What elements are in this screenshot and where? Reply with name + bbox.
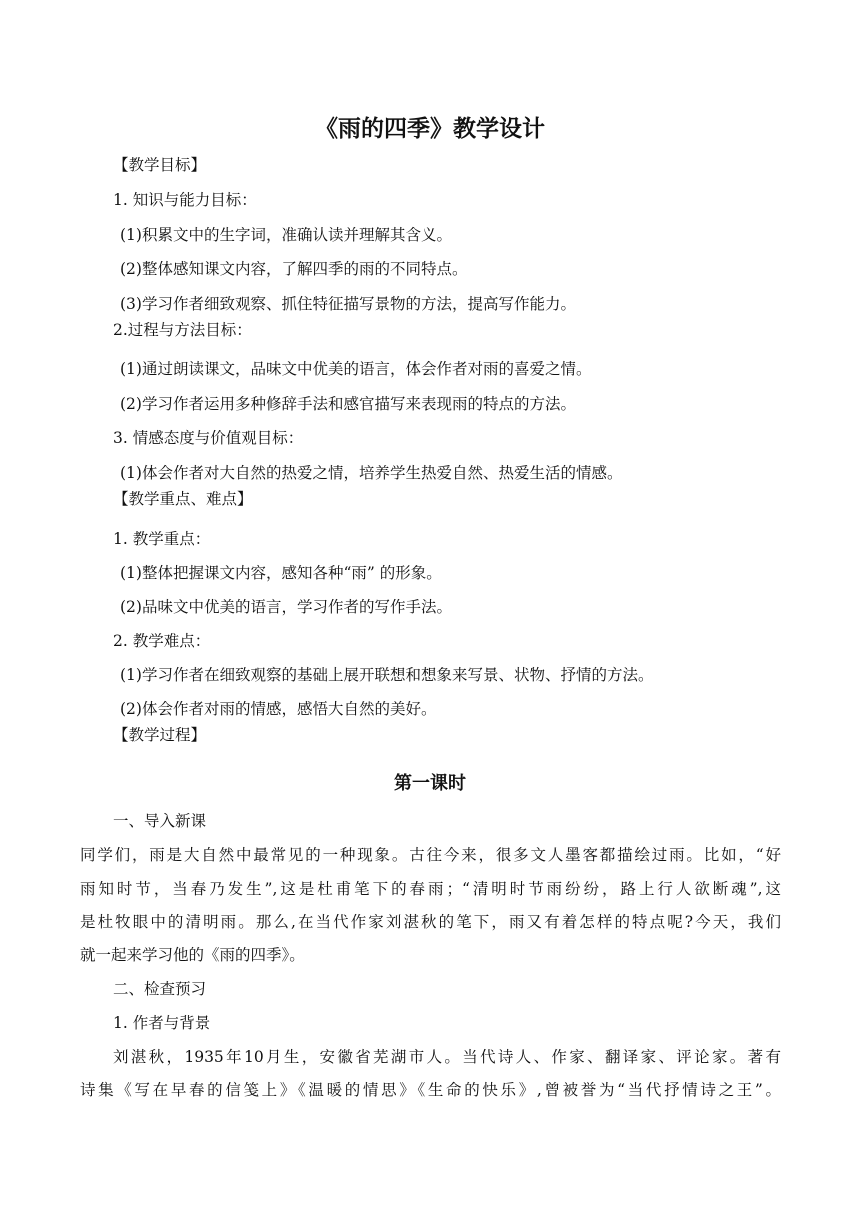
objective-heading-process: 2.过程与方法目标： xyxy=(113,321,252,339)
intro-paragraph-line: 是杜牧眼中的清明雨。那么,在当代作家刘湛秋的笔下，雨又有着怎样的特点呢?今天，我们 xyxy=(80,913,781,931)
document-title: 《雨的四季》教学设计 xyxy=(315,116,545,142)
lesson-title: 第一课时 xyxy=(394,773,466,794)
intro-paragraph-line: 就一起来学习他的《雨的四季》。 xyxy=(80,946,305,964)
key-point-item: (1)整体把握课文内容，感知各种“雨” 的形象。 xyxy=(120,564,442,582)
objective-item: (1)通过朗读课文，品味文中优美的语言，体会作者对雨的喜爱之情。 xyxy=(120,360,592,378)
difficulty-item: (1)学习作者在细致观察的基础上展开联想和想象来写景、状物、抒情的方法。 xyxy=(120,666,654,684)
step-heading-preview: 二、检查预习 xyxy=(113,980,207,998)
difficulty-heading: 2. 教学难点： xyxy=(113,632,211,650)
section-heading-key-points: 【教学重点、难点】 xyxy=(113,490,253,508)
objective-item: (1)体会作者对大自然的热爱之情，培养学生热爱自然、热爱生活的情感。 xyxy=(120,464,623,482)
objective-item: (3)学习作者细致观察、抓住特征描写景物的方法，提高写作能力。 xyxy=(120,295,576,313)
objective-item: (2)整体感知课文内容，了解四季的雨的不同特点。 xyxy=(120,260,468,278)
objective-heading-knowledge: 1. 知识与能力目标： xyxy=(113,191,257,209)
author-paragraph-line: 刘湛秋，1935年10月生，安徽省芜湖市人。当代诗人、作家、翻译家、评论家。著有 xyxy=(113,1048,781,1066)
intro-paragraph-line: 雨知时节，当春乃发生”,这是杜甫笔下的春雨；“清明时节雨纷纷，路上行人欲断魂”,这 xyxy=(80,880,781,898)
section-heading-process: 【教学过程】 xyxy=(113,726,207,744)
objective-heading-emotion: 3. 情感态度与价值观目标： xyxy=(113,429,304,447)
objective-item: (1)积累文中的生字词，准确认读并理解其含义。 xyxy=(120,226,452,244)
author-paragraph-line: 诗集《写在早春的信笺上》《温暖的情思》《生命的快乐》,曾被誉为“当代抒情诗之王”。 xyxy=(80,1081,781,1099)
intro-paragraph-line: 同学们，雨是大自然中最常见的一种现象。古往今来，很多文人墨客都描绘过雨。比如，“好 xyxy=(80,846,781,864)
key-point-item: (2)品味文中优美的语言，学习作者的写作手法。 xyxy=(120,598,452,616)
key-point-heading: 1. 教学重点： xyxy=(113,530,211,548)
author-heading: 1. 作者与背景 xyxy=(113,1014,211,1032)
difficulty-item: (2)体会作者对雨的情感，感悟大自然的美好。 xyxy=(120,700,437,718)
step-heading-intro: 一、导入新课 xyxy=(113,812,207,830)
objective-item: (2)学习作者运用多种修辞手法和感官描写来表现雨的特点的方法。 xyxy=(120,395,576,413)
section-heading-objectives: 【教学目标】 xyxy=(113,156,207,174)
